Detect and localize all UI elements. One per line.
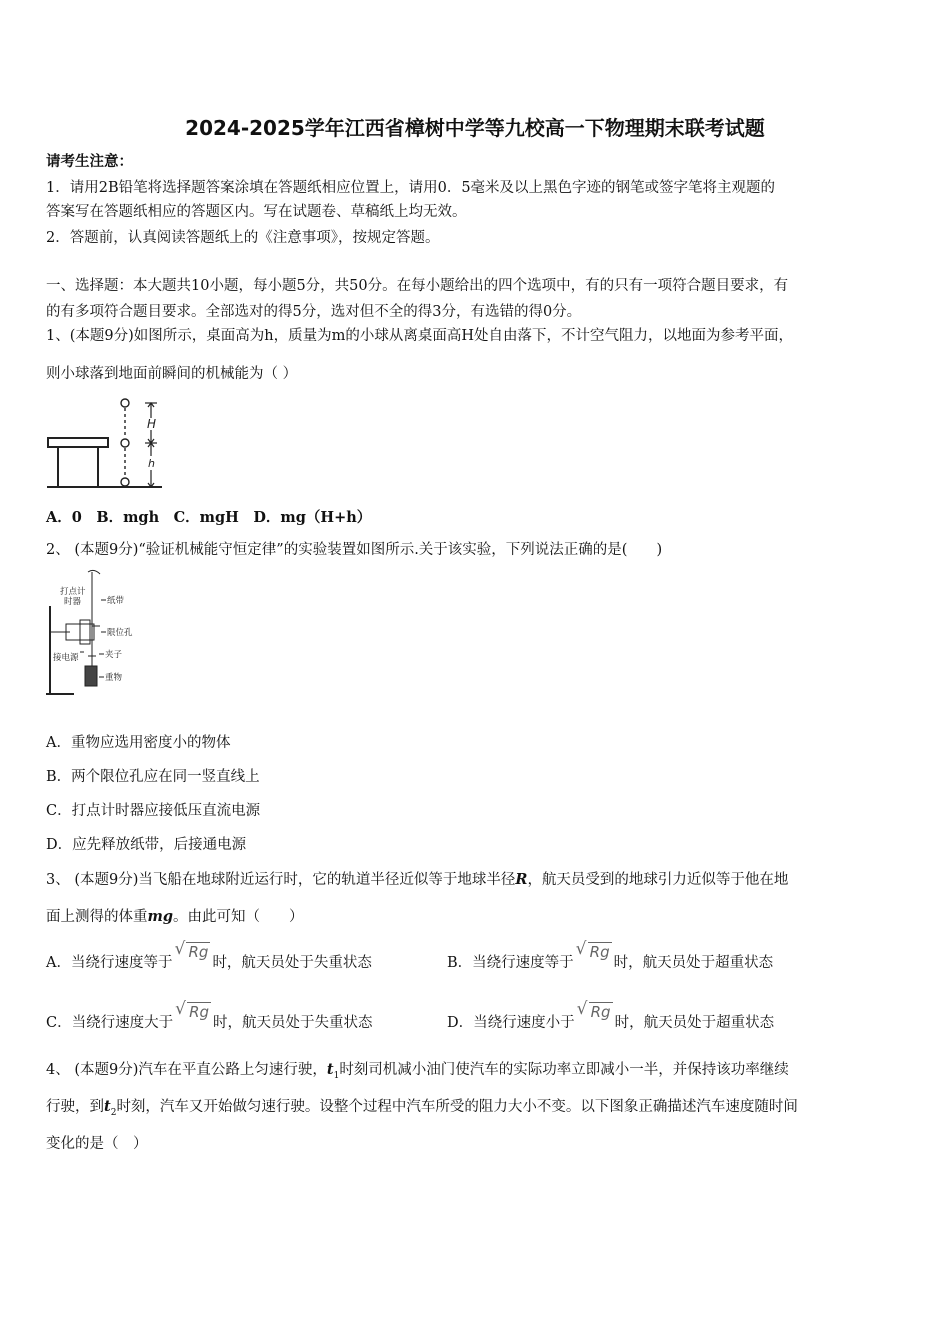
label-H: H — [147, 417, 157, 431]
q4-sub-2: 2 — [110, 1107, 117, 1118]
q3-symbol-mg: mg — [147, 908, 173, 925]
q3-option-b — [447, 943, 774, 973]
q4-stem-line-1 — [46, 1060, 789, 1086]
label-hole: 限位孔 — [107, 628, 133, 638]
q3-c-post: 时，航天员处于失重状态 — [213, 1015, 373, 1031]
q1-stem-line-1: 1、(本题9分)如图所示，桌面高为h，质量为m的小球从离桌面高H处自由落下，不计空气阻力，以地面为参考平面， — [46, 328, 793, 344]
notice-line-1: 1．请用2B铅笔将选择题答案涂填在答题纸相应位置上，请用0．5毫米及以上黑色字迹的钢笔或签字笔将主观题的 — [46, 180, 776, 196]
q4-line1-post: 时刻司机减小油门使汽车的实际功率立即减小一半，并保持该功率继续 — [339, 1062, 789, 1078]
label-timer: 打点计 — [60, 587, 86, 597]
q2-stem: 2、 (本题9分)“验证机械能守恒定律”的实验装置如图所示.关于该实验，下列说法正确的是( ) — [46, 542, 663, 558]
q3-option-c — [46, 1003, 373, 1033]
section-line-1: 一、选择题：本大题共10小题，每小题5分，共50分。在每小题给出的四个选项中，有的只有一项符合题目要求，有 — [46, 278, 789, 294]
q4-stem-line-3: 变化的是（ ） — [46, 1136, 148, 1152]
q3-b-pre: B．当绕行速度等于 — [447, 955, 574, 971]
q3-a-post: 时，航天员处于失重状态 — [212, 955, 372, 971]
q4-line1-pre: 4、 (本题9分)汽车在平直公路上匀速行驶， — [46, 1062, 327, 1078]
table-drawing — [47, 438, 162, 487]
q3-symbol-R: R — [515, 871, 528, 888]
section-line-2: 的有多项符合题目要求。全部选对的得5分，选对但不全的得3分，有选错的得0分。 — [46, 304, 582, 320]
q1-options: A．0 B．mgh C．mgH D．mg（H+h） — [46, 509, 372, 526]
label-tape: 纸带 — [107, 596, 125, 606]
q3-a-pre: A．当绕行速度等于 — [46, 955, 173, 971]
ball-path — [121, 399, 129, 486]
q3-line2-pre: 面上测得的体重 — [46, 909, 148, 925]
label-timer-2: 时器 — [64, 597, 82, 607]
q3-line1-pre: 3、 (本题9分)当飞船在地球附近运行时，它的轨道半径近似等于地球半径 — [46, 872, 516, 888]
q2-figure — [44, 566, 144, 700]
notice-heading: 请考生注意： — [46, 153, 133, 170]
q3-stem-line-1 — [46, 870, 788, 890]
q3-option-a — [46, 943, 372, 973]
q3-option-d — [447, 1003, 775, 1033]
q3-d-pre: D．当绕行速度小于 — [447, 1015, 575, 1031]
q1-stem-line-2: 则小球落到地面前瞬间的机械能为（ ） — [46, 366, 298, 382]
ball-start-icon — [121, 399, 129, 407]
q3-b-post: 时，航天员处于超重状态 — [613, 955, 774, 971]
sqrt-rg-c: √ Rg — [175, 1002, 211, 1022]
label-h: h — [148, 457, 155, 470]
q4-sub-1: 1 — [333, 1070, 340, 1081]
q3-line1-post: ，航天员受到的地球引力近似等于他在地 — [527, 872, 789, 888]
ball-ground-icon — [121, 478, 129, 486]
q3-stem-line-2 — [46, 907, 303, 927]
height-markers — [145, 403, 157, 487]
page-title: 2024-2025学年江西省樟树中学等九校高一下物理期末联考试题 — [185, 116, 765, 140]
q1-figure — [44, 394, 174, 494]
label-weight: 重物 — [105, 673, 123, 683]
notice-line-3: 2．答题前，认真阅读答题纸上的《注意事项》，按规定答题。 — [46, 230, 440, 246]
q3-c-pre: C．当绕行速度大于 — [46, 1015, 174, 1031]
q3-line2-post: 。由此可知（ ） — [172, 909, 304, 925]
ball-table-level-icon — [121, 439, 129, 447]
sqrt-rg-b: √ Rg — [576, 942, 612, 962]
q2-option-d: D．应先释放纸带，后接通电源 — [46, 837, 247, 853]
q4-symbol-t2: t — [104, 1098, 111, 1115]
q2-option-a: A．重物应选用密度小的物体 — [46, 735, 231, 751]
notice-line-2: 答案写在答题纸相应的答题区内。写在试题卷、草稿纸上均无效。 — [46, 204, 467, 220]
q2-option-b: B．两个限位孔应在同一竖直线上 — [46, 769, 260, 785]
sqrt-rg-a: √ Rg — [174, 942, 210, 962]
label-clip: 夹子 — [105, 650, 123, 660]
q4-symbol-t1: t — [326, 1061, 334, 1078]
q4-line2-pre: 行驶，到 — [46, 1099, 104, 1115]
q3-d-post: 时，航天员处于超重状态 — [614, 1015, 775, 1031]
label-power: 接电源 — [53, 653, 79, 663]
q2-option-c: C．打点计时器应接低压直流电源 — [46, 803, 261, 819]
q4-stem-line-2 — [46, 1097, 798, 1123]
sqrt-rg-d: √ Rg — [577, 1002, 613, 1022]
q4-line2-post: 时刻，汽车又开始做匀速行驶。设整个过程中汽车所受的阻力大小不变。以下图象正确描述汽车速度随时间 — [116, 1099, 798, 1115]
